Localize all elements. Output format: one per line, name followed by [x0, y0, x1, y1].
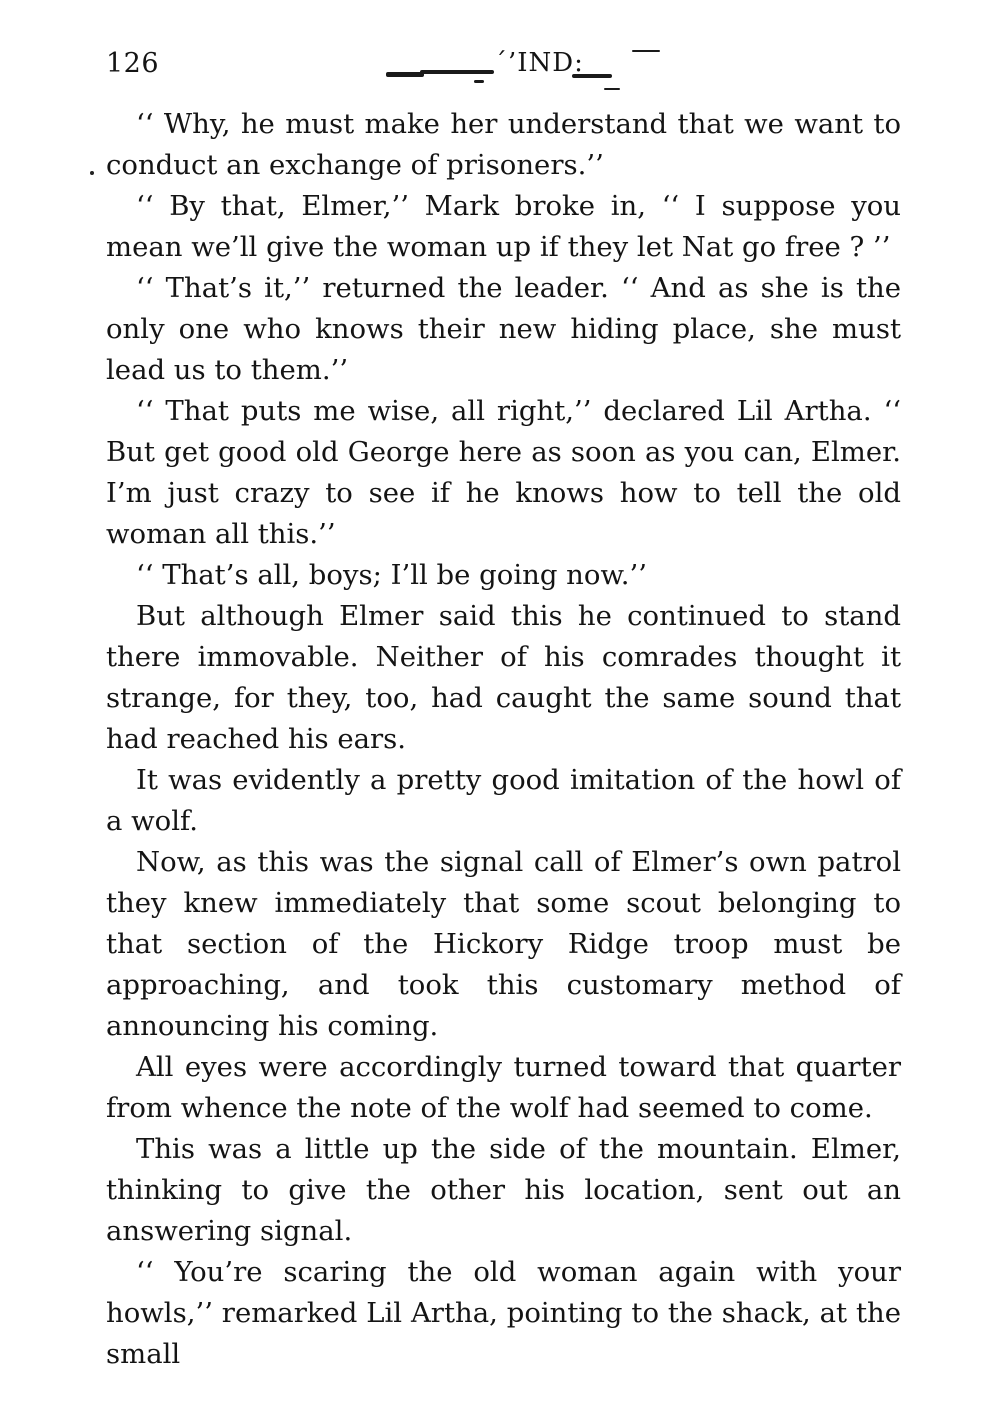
ink-smudge [474, 80, 484, 83]
paragraph: All eyes were accordingly turned toward that quarter from whence the note of the wolf had seemed to come. [106, 1051, 901, 1124]
paragraph: ‘‘ That puts me wise, all right,’’ declared Lil Artha. ‘‘ But get good old George here as soon as you can, Elmer. I’m just crazy to see if he knows how to tell the old woman all this.’’ [106, 395, 901, 550]
paragraph: ‘‘ You’re scaring the old woman again with your howls,’’ remarked Lil Artha, pointing to the shack, at the small [106, 1256, 901, 1370]
paragraph: ‘‘ Why, he must make her understand that we want to conduct an exchange of prisoners.’’ [106, 108, 901, 181]
paragraph: ‘‘ By that, Elmer,’’ Mark broke in, ‘‘ I suppose you mean we’ll give the woman up if they let Nat go free ? ’’ [106, 190, 901, 263]
paragraph: It was evidently a pretty good imitation of the howl of a wolf. [106, 764, 901, 837]
paragraph: ‘‘ That’s it,’’ returned the leader. ‘‘ And as she is the only one who knows their new hiding place, she must lead us to them.’’ [106, 272, 901, 386]
paragraph: But although Elmer said this he continued to stand there immovable. Neither of his comrades thought it strange, for they, too, had caught the same sound that had reached his ears. [106, 600, 901, 755]
ink-smudge [632, 50, 660, 52]
paragraph: Now, as this was the signal call of Elmer’s own patrol they knew immediately that some scout belonging to that section of the Hickory Ridge troop must be approaching, and took this customary method of announcing his coming. [106, 846, 901, 1042]
page-number: 126 [106, 48, 160, 79]
paragraph: ‘‘ That’s all, boys; I’ll be going now.’’ [136, 559, 647, 591]
body-text [106, 104, 901, 1375]
ink-smudge [604, 88, 620, 90]
running-head [376, 48, 676, 92]
page-header [106, 42, 900, 92]
paragraph: This was a little up the side of the mountain. Elmer, thinking to give the other his location, sent out an answering signal. [106, 1133, 901, 1247]
running-head-text: ´’IND: [494, 48, 584, 78]
stray-ink-dot [90, 171, 94, 175]
ink-smudge [386, 72, 424, 77]
ink-smudge [420, 70, 494, 74]
